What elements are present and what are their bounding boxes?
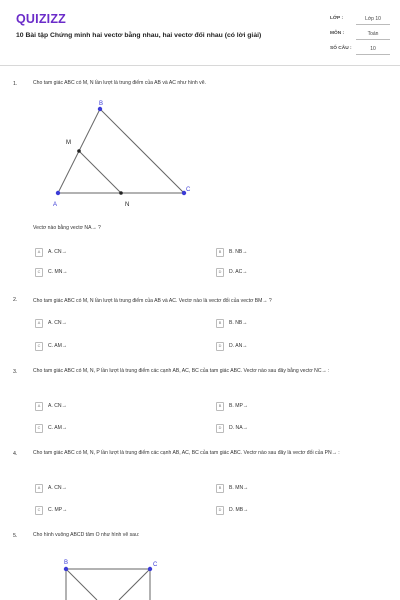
square-abcd-figure <box>58 555 164 600</box>
option-letter-box: D <box>216 342 224 351</box>
option-text: A. CN→ <box>48 403 67 409</box>
question-count-label: SỐ CÂU : <box>330 46 352 51</box>
question-4-number: 4. <box>13 451 18 457</box>
option-text: A. CN→ <box>48 485 67 491</box>
diagonal-ca <box>119 569 150 600</box>
quizizz-logo: QUIZIZZ <box>16 12 67 26</box>
grade-label: LỚP : <box>330 16 344 21</box>
option-letter-box: C <box>35 342 43 351</box>
question-3-number: 3. <box>13 369 18 375</box>
grade-value: Lớp 10 <box>365 16 381 22</box>
page-header <box>0 0 400 66</box>
label-c: C <box>153 562 158 568</box>
option-letter-box: B <box>216 319 224 328</box>
option-text: A. CN→ <box>48 249 67 255</box>
option-letter-box: B <box>216 402 224 411</box>
side-bc <box>100 109 184 193</box>
grade-underline <box>356 24 390 25</box>
header-divider <box>0 65 400 66</box>
option-text: D. AC→ <box>229 269 248 275</box>
label-c: C <box>186 187 191 193</box>
question-3-text: Cho tam giác ABC có M, N, P lần lượt là trung điểm các cạnh AB, AC, BC của tam giác ABC. Vectơ nào sau đây bằng vectơ NC→ : <box>33 368 330 374</box>
option-text: B. NB→ <box>229 249 248 255</box>
point-m <box>77 149 81 153</box>
subject-label: MÔN : <box>330 31 345 36</box>
option-text: D. AN→ <box>229 343 248 349</box>
question-2-number: 2. <box>13 297 18 303</box>
option-text: C. AM→ <box>48 343 67 349</box>
label-b: B <box>99 101 104 107</box>
question-5-text: Cho hình vuông ABCD tâm O như hình vẽ sau: <box>33 532 140 538</box>
label-m: M <box>66 140 71 146</box>
option-text: B. MN→ <box>229 485 249 491</box>
label-a: A <box>53 202 58 208</box>
option-text: B. MP→ <box>229 403 248 409</box>
option-letter-box: C <box>35 268 43 277</box>
option-text: C. MP→ <box>48 507 68 513</box>
diagonal-bd <box>66 569 97 600</box>
option-letter-box: D <box>216 506 224 515</box>
question-count-underline <box>356 54 390 55</box>
label-n: N <box>125 202 130 208</box>
question-count-value: 10 <box>370 46 376 52</box>
option-letter-box: A <box>35 248 43 257</box>
option-letter-box: C <box>35 424 43 433</box>
question-1-prompt: Vectơ nào bằng vectơ NA→ ? <box>33 225 101 231</box>
document-title: 10 Bài tập Chứng minh hai vectơ bằng nhau, hai vectơ đối nhau (có lời giải) <box>16 32 262 39</box>
question-1-number: 1. <box>13 81 18 87</box>
label-b: B <box>64 560 69 566</box>
option-letter-box: A <box>35 484 43 493</box>
point-c <box>148 567 152 571</box>
point-b <box>98 107 102 111</box>
subject-underline <box>356 39 390 40</box>
question-1-text: Cho tam giác ABC có M, N lần lượt là trung điểm của AB và AC như hình vẽ. <box>33 80 206 86</box>
option-letter-box: D <box>216 424 224 433</box>
point-n <box>119 191 123 195</box>
option-text: C. MN→ <box>48 269 68 275</box>
option-text: C. AM→ <box>48 425 67 431</box>
point-a <box>56 191 60 195</box>
option-text: A. CN→ <box>48 320 67 326</box>
question-2-text: Cho tam giác ABC có M, N lần lượt là trung điểm của AB và AC. Vectơ nào là vectơ đối của vectơ BM→ ? <box>33 298 272 304</box>
triangle-abc-figure <box>48 92 198 210</box>
segment-mn <box>79 151 121 193</box>
option-letter-box: A <box>35 319 43 328</box>
option-letter-box: D <box>216 268 224 277</box>
option-text: D. MB→ <box>229 507 249 513</box>
point-b <box>64 567 68 571</box>
option-letter-box: A <box>35 402 43 411</box>
option-letter-box: B <box>216 484 224 493</box>
subject-value: Toán <box>367 31 379 37</box>
option-letter-box: C <box>35 506 43 515</box>
option-text: D. NA→ <box>229 425 248 431</box>
option-letter-box: B <box>216 248 224 257</box>
option-text: B. NB→ <box>229 320 248 326</box>
question-4-text: Cho tam giác ABC có M, N, P lần lượt là trung điểm các cạnh AB, AC, BC của tam giác ABC. Vectơ nào sau đây là vectơ đối của PN→ : <box>33 450 340 456</box>
question-5-number: 5. <box>13 533 18 539</box>
